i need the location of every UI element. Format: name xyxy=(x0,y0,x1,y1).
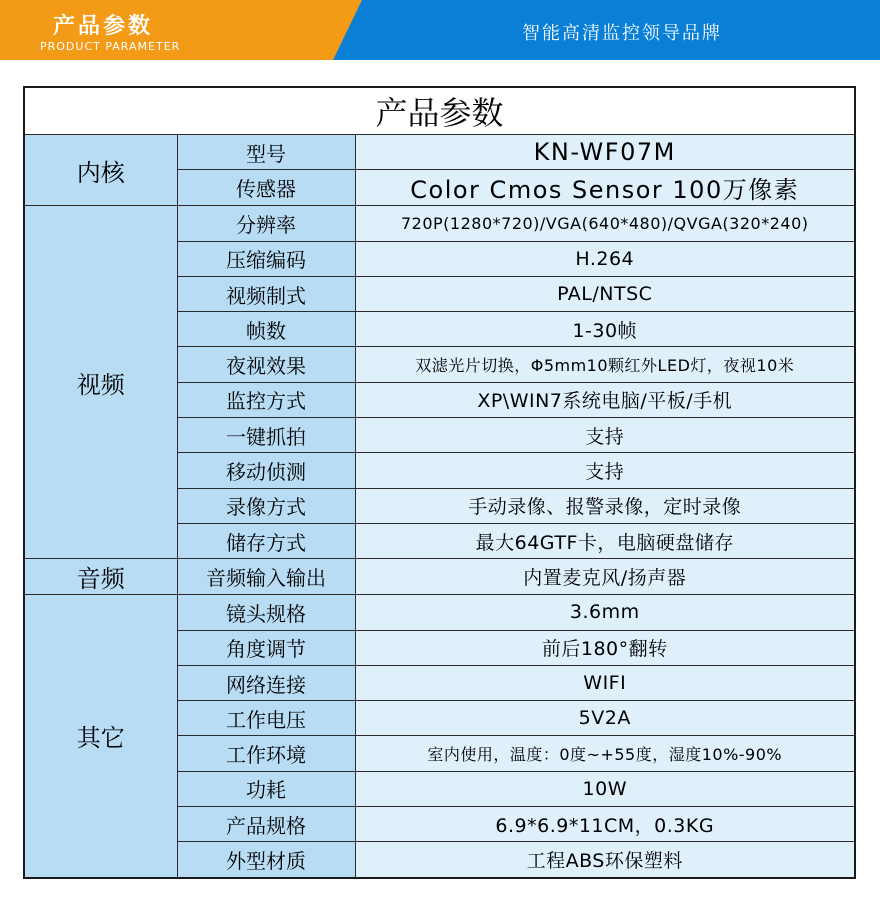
header-subtitle: PRODUCT PARAMETER xyxy=(40,40,181,53)
row-label: 夜视效果 xyxy=(177,347,355,382)
row-label: 角度调节 xyxy=(177,630,355,665)
row-value: 室内使用，温度：0度~+55度，湿度10%-90% xyxy=(355,736,855,771)
row-label: 传感器 xyxy=(177,170,355,206)
table-row xyxy=(24,559,855,595)
row-label: 移动侦测 xyxy=(177,453,355,488)
category-core: 内核 xyxy=(24,135,177,206)
row-value: 双滤光片切换，Φ5mm10颗红外LED灯，夜视10米 xyxy=(355,347,855,382)
row-label: 功耗 xyxy=(177,771,355,806)
row-value: KN-WF07M xyxy=(355,135,855,170)
row-value: 6.9*6.9*11CM，0.3KG xyxy=(355,807,855,842)
row-value: 支持 xyxy=(355,453,855,488)
row-value: 720P(1280*720)/VGA(640*480)/QVGA(320*240) xyxy=(355,206,855,241)
header-title: 产品参数 xyxy=(53,14,154,39)
row-value: XP\WIN7系统电脑/平板/手机 xyxy=(355,382,855,417)
row-value: Color Cmos Sensor 100万像素 xyxy=(355,170,855,206)
row-value: PAL/NTSC xyxy=(355,276,855,311)
row-label: 录像方式 xyxy=(177,488,355,523)
row-label: 帧数 xyxy=(177,312,355,347)
row-label: 工作电压 xyxy=(177,701,355,736)
row-label: 视频制式 xyxy=(177,276,355,311)
header-banner xyxy=(0,0,880,60)
row-label: 型号 xyxy=(177,135,355,170)
row-label: 镜头规格 xyxy=(177,595,355,630)
table-row xyxy=(24,135,855,170)
table-row xyxy=(24,206,855,241)
row-label: 产品规格 xyxy=(177,807,355,842)
row-value: 内置麦克风/扬声器 xyxy=(355,559,855,595)
row-value: 10W xyxy=(355,771,855,806)
row-label: 监控方式 xyxy=(177,382,355,417)
row-value: 3.6mm xyxy=(355,595,855,630)
row-label: 压缩编码 xyxy=(177,241,355,276)
spec-table xyxy=(23,86,856,879)
row-value: 5V2A xyxy=(355,701,855,736)
row-value: 1-30帧 xyxy=(355,312,855,347)
row-label: 外型材质 xyxy=(177,842,355,878)
row-value: 手动录像、报警录像，定时录像 xyxy=(355,488,855,523)
row-value: 工程ABS环保塑料 xyxy=(355,842,855,878)
table-title: 产品参数 xyxy=(24,87,855,135)
row-label: 一键抓拍 xyxy=(177,418,355,453)
category-other: 其它 xyxy=(24,595,177,878)
row-value: H.264 xyxy=(355,241,855,276)
table-row xyxy=(24,595,855,630)
row-value: 最大64GTF卡，电脑硬盘储存 xyxy=(355,523,855,558)
category-video: 视频 xyxy=(24,206,177,559)
row-value: 前后180°翻转 xyxy=(355,630,855,665)
category-audio: 音频 xyxy=(24,559,177,595)
row-label: 工作环境 xyxy=(177,736,355,771)
table-title-row xyxy=(24,87,855,135)
header-slogan: 智能高清监控领导品牌 xyxy=(522,23,722,44)
row-label: 音频输入输出 xyxy=(177,559,355,595)
row-label: 分辨率 xyxy=(177,206,355,241)
row-label: 储存方式 xyxy=(177,523,355,558)
row-value: 支持 xyxy=(355,418,855,453)
row-value: WIFI xyxy=(355,665,855,700)
row-label: 网络连接 xyxy=(177,665,355,700)
